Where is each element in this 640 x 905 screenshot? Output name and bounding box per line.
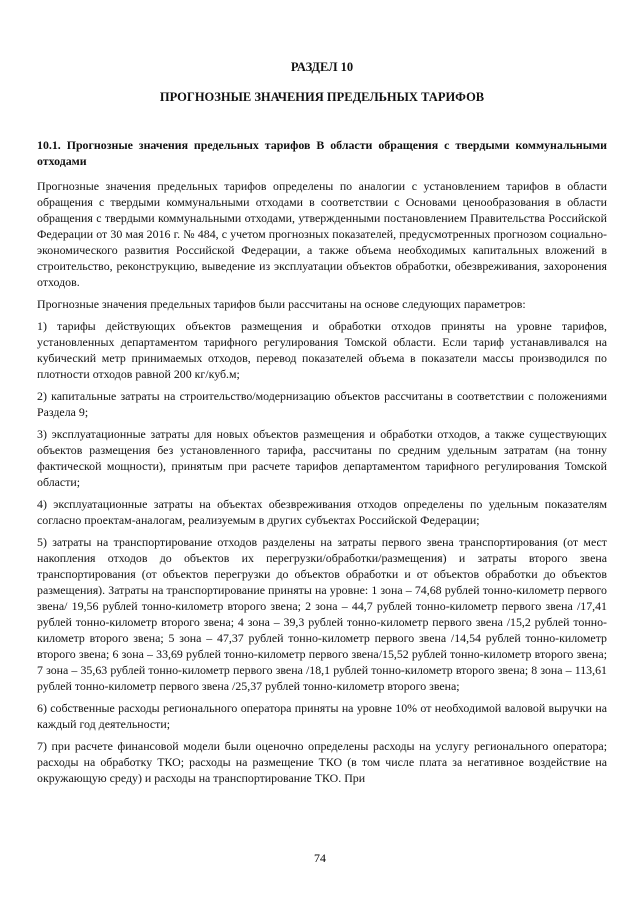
- list-item-4: 4) эксплуатационные затраты на объектах обезвреживания отходов определены по удельным показателям согласно проектам-аналогам, реализуемым в других субъектах Российской Федерации;: [37, 497, 607, 527]
- paragraph-intro: Прогнозные значения предельных тарифов определены по аналогии с установлением тарифов в области обращения с твердыми коммунальными отходами в соответствии с Основами ценообразования в области обращения с твердыми коммунальными отходами, утвержденными постановлением Правительства Российской Федерации от 30 мая 2016 г. № 484, с учетом прогнозных показателей, предусмотренных прогнозом социально-экономического развития Российской Федерации, а также объема необходимых капитальных вложений в строительство, реконструкцию, выведение из эксплуатации объектов обработки, обезвреживания, захоронения отходов.: [37, 179, 607, 289]
- subsection-title: 10.1. Прогнозные значения предельных тарифов В области обращения с твердыми коммунальными отходами: [37, 138, 607, 168]
- list-item-6: 6) собственные расходы регионального оператора приняты на уровне 10% от необходимой валовой выручки на каждый год деятельности;: [37, 701, 607, 731]
- section-title: РАЗДЕЛ 10: [290, 60, 354, 74]
- list-item-3: 3) эксплуатационные затраты для новых объектов размещения и обработки отходов, а также существующих объектов размещения без установленного тарифа, рассчитаны по средним удельным затратам (на тонну фактической мощности), принятым при расчете тарифов департаментом тарифного регулирования Томской области;: [37, 427, 607, 489]
- list-item-5: 5) затраты на транспортирование отходов разделены на затраты первого звена транспортирования (от мест накопления отходов до объектов их перегрузки/обработки/размещения) и затраты второго звена транспортирования (от объектов перегрузки до объектов обработки и от объектов обработки до объектов размещения). Затраты на транспортирование приняты на уровне: 1 зона – 74,68 рублей тонно-километр первого звена/ 19,56 рублей тонно-километр второго звена; 2 зона – 44,7 рублей тонно-километр первого звена /17,41 рублей тонно-километр второго звена; 4 зона – 39,3 рублей тонно-километр первого звена /15,2 рублей тонно-километр второго звена; 5 зона – 47,37 рублей тонно-километр первого звена /14,54 рублей тонно-километр второго звена; 6 зона – 33,69 рублей тонно-километр первого звена/15,52 рублей тонно-километр второго звена; 7 зона – 35,63 рублей тонно-километр первого звена /18,1 рублей тонно-километр второго звена; 8 зона – 113,61 рублей тонно-километр первого звена /25,37 рублей тонно-километр второго звена;: [37, 535, 607, 693]
- paragraph-parameters-lead: Прогнозные значения предельных тарифов были рассчитаны на основе следующих параметров:: [37, 297, 526, 311]
- list-item-7: 7) при расчете финансовой модели были оценочно определены расходы на услугу регионального оператора; расходы на обработку ТКО; расходы на размещение ТКО (в том числе плата за негативное воздействие на окружающую среду) и расходы на транспортирование ТКО. При: [37, 739, 607, 785]
- list-item-2: 2) капитальные затраты на строительство/модернизацию объектов рассчитаны в соответствии с положениями Раздела 9;: [37, 389, 607, 419]
- section-subtitle: ПРОГНОЗНЫЕ ЗНАЧЕНИЯ ПРЕДЕЛЬНЫХ ТАРИФОВ: [159, 90, 485, 104]
- page-number: 74: [314, 851, 326, 865]
- list-item-1: 1) тарифы действующих объектов размещения и обработки отходов приняты на уровне тарифов, установленных департаментом тарифного регулирования Томской области. Если тариф устанавливался на кубический метр принимаемых отходов, перевод показателей объема в показатели массы производился по плотности отходов равной 200 кг/куб.м;: [37, 319, 607, 381]
